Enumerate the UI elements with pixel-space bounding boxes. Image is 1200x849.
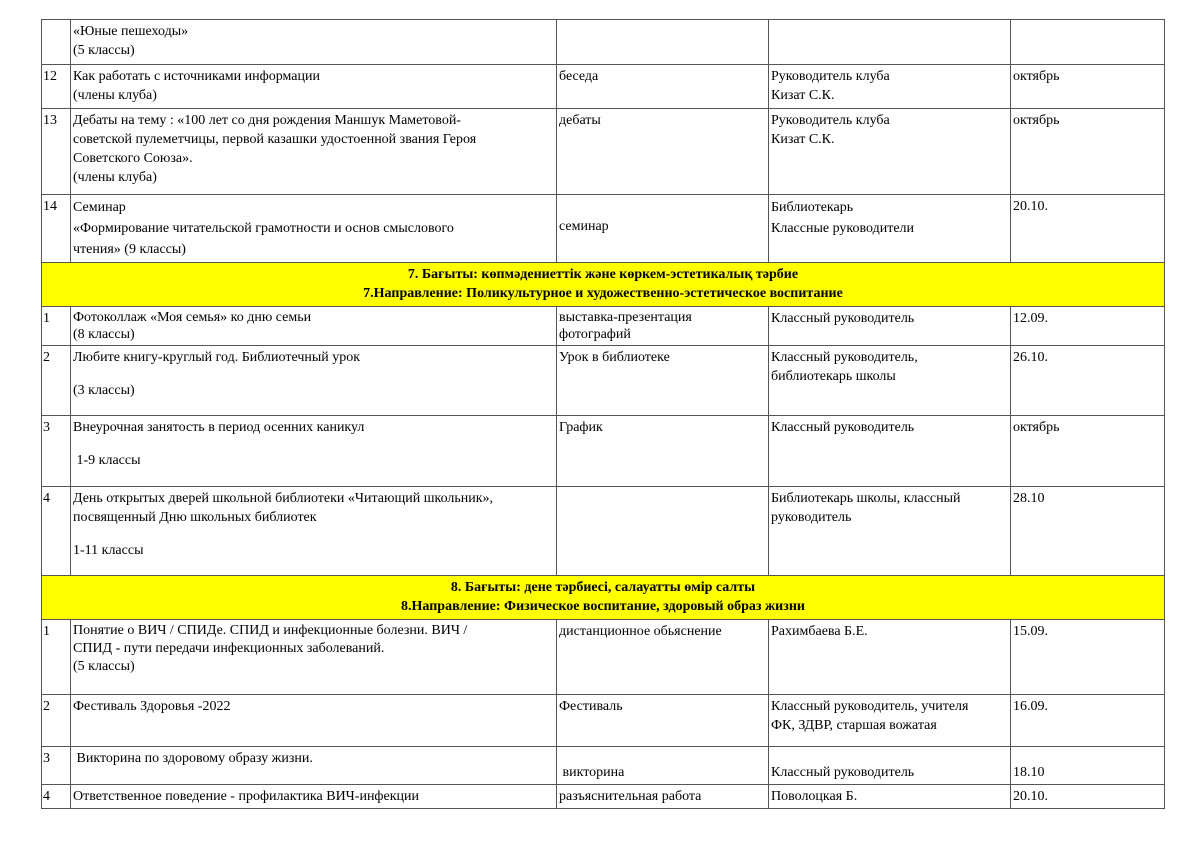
event-line: (3 классы) (73, 383, 135, 398)
event-cell (71, 109, 557, 195)
responsible-line: Библиотекарь (771, 200, 854, 215)
row-number: 1 (42, 620, 71, 695)
event-line: СПИД - пути передачи инфекционных заболеваний. (73, 641, 385, 656)
row-number: 2 (42, 346, 71, 416)
row-number (42, 20, 71, 65)
responsible-line: Руководитель клуба (771, 69, 890, 84)
form-cell: дебаты (557, 109, 769, 195)
event-cell (71, 195, 557, 263)
responsible-cell: Рахимбаева Б.Е. (769, 620, 1011, 695)
responsible-cell (769, 65, 1011, 109)
event-line: «Юные пешеходы» (73, 24, 189, 39)
form-cell: График (557, 416, 769, 487)
event-line: чтения» (9 классы) (73, 242, 186, 257)
table-row (42, 307, 1165, 346)
form-cell: разъяснительная работа (557, 785, 769, 809)
responsible-cell (769, 487, 1011, 576)
section-title-ru: 7.Направление: Поликультурное и художественно-эстетическое воспитание (363, 286, 843, 301)
date-cell: 12.09. (1011, 307, 1165, 346)
responsible-line: Кизат С.К. (771, 132, 835, 147)
responsible-cell (769, 20, 1011, 65)
event-line: (5 классы) (73, 659, 135, 674)
row-number: 4 (42, 487, 71, 576)
section-title-cell (42, 263, 1165, 307)
table-row (42, 487, 1165, 576)
event-line: советской пулеметчицы, первой казашки удостоенной звания Героя (73, 132, 477, 147)
event-line: (члены клуба) (73, 88, 157, 103)
date-cell: 16.09. (1011, 695, 1165, 747)
spacer (73, 437, 554, 451)
responsible-line: Руководитель клуба (771, 113, 890, 128)
form-cell: викторина (557, 747, 769, 785)
responsible-cell (769, 195, 1011, 263)
event-line: Семинар (73, 200, 126, 215)
event-cell (71, 487, 557, 576)
event-line: (8 классы) (73, 327, 135, 342)
date-cell: октябрь (1011, 416, 1165, 487)
date-cell: 26.10. (1011, 346, 1165, 416)
section-title-cell (42, 576, 1165, 620)
form-cell: Фестиваль (557, 695, 769, 747)
section-header-7 (42, 263, 1165, 307)
row-number: 13 (42, 109, 71, 195)
events-table (41, 19, 1165, 809)
section-header-8 (42, 576, 1165, 620)
row-number: 3 (42, 747, 71, 785)
table-row (42, 195, 1165, 263)
date-cell: 20.10. (1011, 195, 1165, 263)
responsible-line: ФК, ЗДВР, старшая вожатая (771, 718, 937, 733)
event-line: (5 классы) (73, 43, 135, 58)
event-cell (71, 65, 557, 109)
row-number: 1 (42, 307, 71, 346)
responsible-line: руководитель (771, 510, 852, 525)
responsible-cell: Поволоцкая Б. (769, 785, 1011, 809)
responsible-cell: Классный руководитель (769, 307, 1011, 346)
form-cell: семинар (557, 195, 769, 263)
date-cell: октябрь (1011, 65, 1165, 109)
event-cell (71, 307, 557, 346)
spacer (73, 367, 554, 381)
row-number: 2 (42, 695, 71, 747)
event-cell: Ответственное поведение - профилактика ВИЧ-инфекции (71, 785, 557, 809)
form-cell: Урок в библиотеке (557, 346, 769, 416)
event-line: посвященный Дню школьных библиотек (73, 510, 317, 525)
section-title-kz: 8. Бағыты: дене тәрбиесі, салауатты өмір салты (450, 580, 756, 595)
event-line: Понятие о ВИЧ / СПИДе. СПИД и инфекционные болезни. ВИЧ / (73, 623, 468, 638)
responsible-line: библиотекарь школы (771, 369, 896, 384)
event-line: Как работать с источниками информации (73, 69, 320, 84)
event-cell: Викторина по здоровому образу жизни. (71, 747, 557, 785)
responsible-cell (769, 346, 1011, 416)
event-line: Дебаты на тему : «100 лет со дня рождения Маншук Маметовой- (73, 113, 461, 128)
event-line: 1-11 классы (73, 543, 144, 558)
spacer (73, 527, 554, 541)
section-title-ru: 8.Направление: Физическое воспитание, здоровый образ жизни (401, 599, 805, 614)
table-row (42, 695, 1165, 747)
form-line: выставка-презентация (559, 310, 692, 325)
table-row (42, 65, 1165, 109)
event-line: «Формирование читательской грамотности и основ смыслового (73, 221, 454, 236)
event-line: Внеурочная занятость в период осенних каникул (73, 420, 365, 435)
form-line: фотографий (559, 327, 631, 342)
date-cell: октябрь (1011, 109, 1165, 195)
row-number: 14 (42, 195, 71, 263)
event-cell: Фестиваль Здоровья -2022 (71, 695, 557, 747)
responsible-cell: Классный руководитель (769, 416, 1011, 487)
table-row (42, 20, 1165, 65)
form-cell (557, 307, 769, 346)
form-cell: беседа (557, 65, 769, 109)
responsible-line: Классные руководители (771, 221, 915, 236)
table-row (42, 416, 1165, 487)
date-cell: 20.10. (1011, 785, 1165, 809)
event-line: (члены клуба) (73, 170, 157, 185)
responsible-cell (769, 695, 1011, 747)
event-cell (71, 416, 557, 487)
form-cell (557, 487, 769, 576)
table-row (42, 346, 1165, 416)
responsible-line: Классный руководитель, (771, 350, 918, 365)
date-cell: 18.10 (1011, 747, 1165, 785)
table-row (42, 109, 1165, 195)
responsible-line: Библиотекарь школы, классный (771, 491, 961, 506)
table-row (42, 785, 1165, 809)
event-line: День открытых дверей школьной библиотеки «Читающий школьник», (73, 491, 494, 506)
form-cell: дистанционное обьяснение (557, 620, 769, 695)
event-cell (71, 620, 557, 695)
event-line: Фотоколлаж «Моя семья» ко дню семьи (73, 310, 312, 325)
row-number: 4 (42, 785, 71, 809)
date-cell: 15.09. (1011, 620, 1165, 695)
responsible-line: Кизат С.К. (771, 88, 835, 103)
date-cell: 28.10 (1011, 487, 1165, 576)
responsible-cell: Классный руководитель (769, 747, 1011, 785)
row-number: 3 (42, 416, 71, 487)
table-row (42, 747, 1165, 785)
row-number: 12 (42, 65, 71, 109)
responsible-line: Классный руководитель, учителя (771, 699, 969, 714)
event-line: Советского Союза». (73, 151, 193, 166)
form-cell (557, 20, 769, 65)
table-row (42, 620, 1165, 695)
event-cell (71, 346, 557, 416)
event-line: Любите книгу-круглый год. Библиотечный урок (73, 350, 361, 365)
event-cell (71, 20, 557, 65)
responsible-cell (769, 109, 1011, 195)
section-title-kz: 7. Бағыты: көпмәдениеттік және көркем-эстетикалық тәрбие (407, 267, 799, 282)
event-line: 1-9 классы (73, 453, 141, 468)
date-cell (1011, 20, 1165, 65)
